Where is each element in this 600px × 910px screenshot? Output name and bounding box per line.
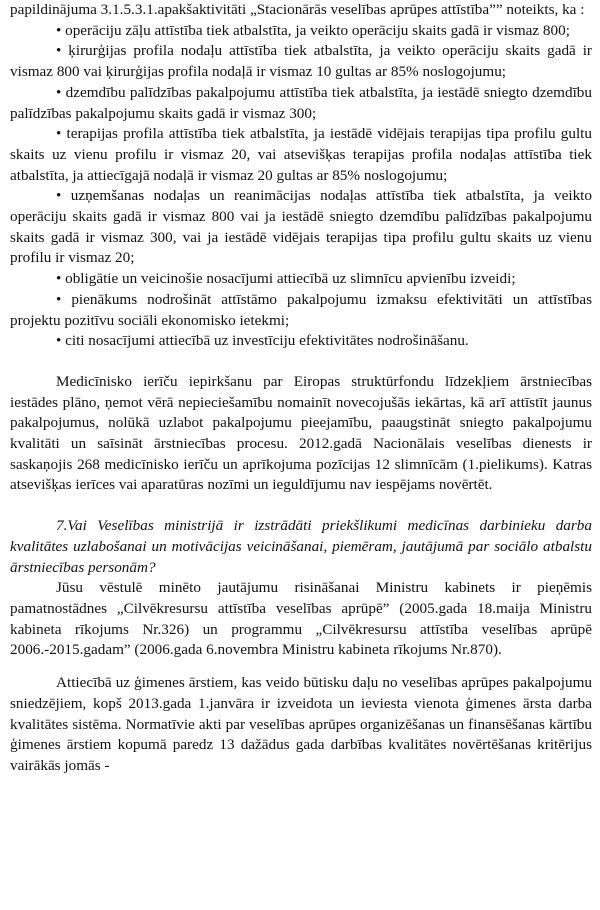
paragraph-gap — [10, 496, 592, 516]
paragraph-gap — [10, 352, 592, 372]
answer-paragraph: Jūsu vēstulē minēto jautājumu risināšanai Ministru kabinets ir pieņēmis pamatnostādnes „Cilvēkresursu attīstība veselības aprūpē” (2005.gada 18.maija Ministru kabineta rīkojums Nr.326) un programmu „Cilvēkresursu attīstība veselības aprūpē 2006.-2015.gadam” (2006.gada 6.novembra Ministru kabineta rīkojums Nr.870). — [10, 579, 592, 659]
family-doctors-paragraph: Attiecībā uz ģimenes ārstiem, kas veido būtisku daļu no veselības aprūpes pakalpojumu sniedzējiem, kopš 2013.gada 1.janvāra ir izveidota un ieviesta vienota ģimenes ārsta darba kvalitātes sistēma. Normatīvie akti par veselības aprūpes organizēšanas un finansēšanas kārtību ģimenes ārstiem kopumā paredz 13 dažādus gada darbības kvalitātes novērtēšanas kritērijus vairākās jomās - — [10, 674, 592, 774]
list-item: • dzemdību palīdzības pakalpojumu attīstība tiek atbalstīta, ja iestādē sniegto dzemdību palīdzības pakalpojumu skaits gadā ir vismaz 300; — [10, 83, 592, 122]
intro-text: papildinājuma 3.1.5.3.1.apakšaktivitāti „Stacionārās veselības aprūpes attīstība”” noteikts, ka : — [10, 1, 585, 18]
list-item: • terapijas profila attīstība tiek atbalstīta, ja iestādē vidējais terapijas tipa profilu gultu skaits uz vienu profilu ir vismaz 20, vai atsevišķas terapijas profila nodaļas attīstība tiek atbalstīta, ja attiecīgajā nodaļā ir vismaz 20 gultas ar 85% noslogojumu; — [10, 125, 592, 184]
question-heading: 7.Vai Veselības ministrijā ir izstrādāti priekšlikumi medicīnas darbinieku darba kvalitātes uzlabošanai un motivācijas veicināšanai, piemēram, jautājumā par sociālo atbalstu ārstniecības personām? — [10, 517, 592, 576]
equipment-paragraph: Medicīnisko ierīču iepirkšanu par Eiropas struktūrfondu līdzekļiem ārstniecības iestādes plāno, ņemot vērā nepieciešamību nomainīt novecojušās iekārtas, kā arī attīstīt jaunus pakalpojumus, nolūkā uzlabot pakalpojumu pieejamību, paaugstināt sniegto pakalpojumu kvalitāti un saīsināt ārstniecības procesu. 2012.gadā Nacionālais veselības dienests ir saskaņojis 268 medicīnisko ierīču un aprīkojuma pozīcijas 12 slimnīcām (1.pielikums). Katras atsevišķas ierīces vai aparatūras nozīmi un ieguldījumu nav iespējams novērtēt. — [10, 372, 592, 494]
paragraph-gap — [10, 661, 592, 673]
list-item: • ķirurģijas profila nodaļu attīstība tiek atbalstīta, ja veikto operāciju skaits gadā ir vismaz 800 vai ķirurģijas profila nodaļā ir vismaz 10 gultas ar 85% noslogojumu; — [10, 42, 592, 81]
list-item: • uzņemšanas nodaļas un reanimācijas nodaļas attīstība tiek atbalstīta, ja veikto operāciju skaits gadā ir vismaz 800 vai ja iestādē sniegto dzemdību palīdzības pakalpojumu skaits gadā ir vismaz 300, vai ja iestādē vidējais terapijas tipa profilu gultu skaits uz vienu profilu ir vismaz 20; — [10, 187, 592, 267]
criteria-list — [10, 21, 592, 352]
list-item: • citi nosacījumi attiecībā uz investīciju efektivitātes nodrošināšanu. — [56, 332, 469, 350]
list-item: • pienākums nodrošināt attīstāmo pakalpojumu izmaksu efektivitāti un attīstības projektu pozitīvu sociāli ekonomisko ietekmi; — [10, 290, 592, 329]
list-item: • obligātie un veicinošie nosacījumi attiecībā uz slimnīcu apvienību izveidi; — [56, 270, 516, 288]
list-item: • operāciju zāļu attīstība tiek atbalstīta, ja veikto operāciju skaits gadā ir vismaz 800; — [56, 21, 570, 39]
